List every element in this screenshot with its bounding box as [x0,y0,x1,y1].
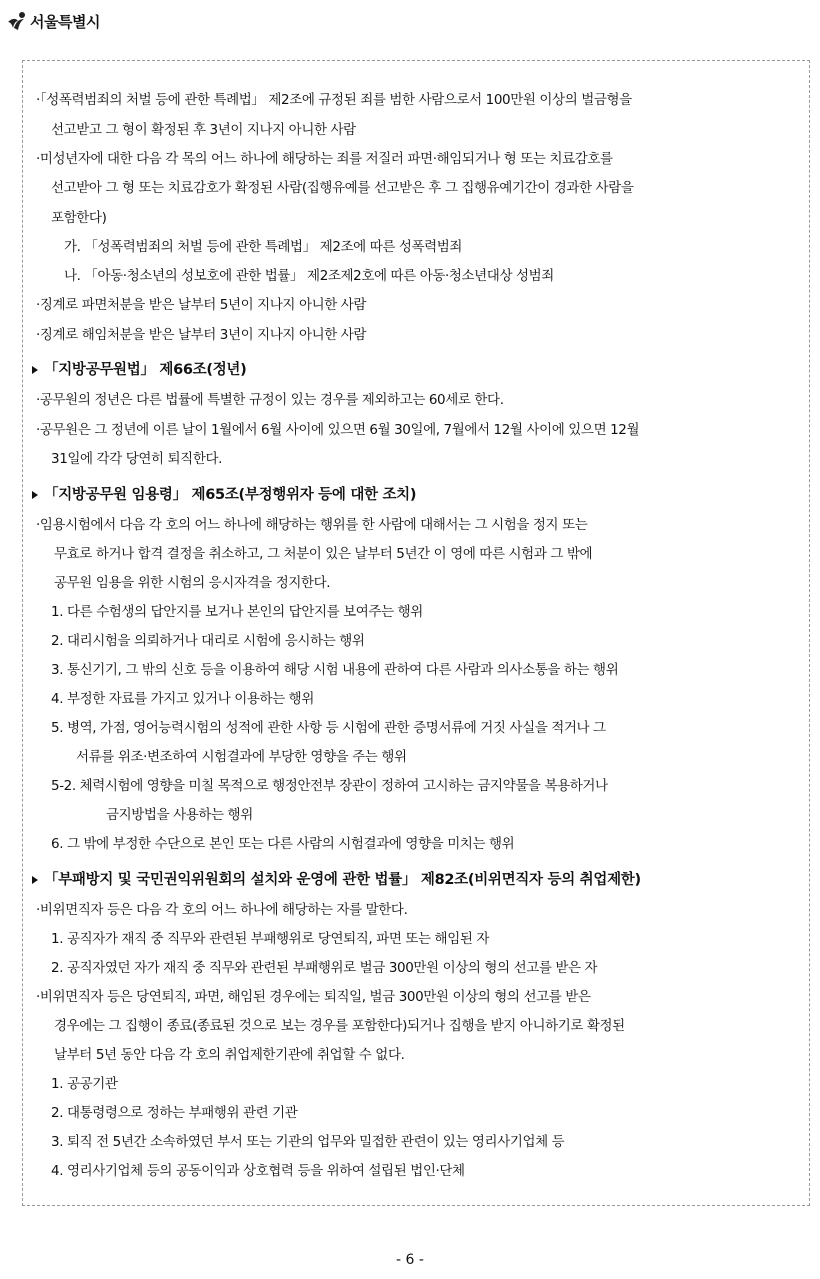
text-line: 선고받아 그 형 또는 치료감호가 확정된 사람(집행유예를 선고받은 후 그 집행유예기간이 경과한 사람을 [51,180,634,196]
text-line: ·공무원의 정년은 다른 법률에 특별한 규정이 있는 경우를 제외하고는 60세로 한다. [36,392,504,408]
text-line: 서류를 위조·변조하여 시험결과에 부당한 영향을 주는 행위 [76,749,407,765]
text-line: 1. 공공기관 [51,1076,118,1092]
section-heading: 「지방공무원법」 제66조(정년) [32,358,246,379]
text-line: 3. 통신기기, 그 밖의 신호 등을 이용하여 해당 시험 내용에 관하여 다른 사람과 의사소통을 하는 행위 [51,662,619,678]
section-heading: 「부패방지 및 국민권익위원회의 설치와 운영에 관한 법률」 제82조(비위면직자 등의 취업제한) [32,868,641,889]
text-line: 5. 병역, 가점, 영어능력시험의 성적에 관한 사항 등 시험에 관한 증명서류에 거짓 사실을 적거나 그 [51,720,606,736]
section-heading: 「지방공무원 임용령」 제65조(부정행위자 등에 대한 조치) [32,483,416,504]
text-line: ·비위면직자 등은 다음 각 호의 어느 하나에 해당하는 자를 말한다. [36,902,408,918]
header [6,6,100,36]
org-name: 서울특별시 [30,12,100,31]
text-line: 4. 영리사기업체 등의 공동이익과 상호협력 등을 위하여 설립된 법인·단체 [51,1163,465,1179]
text-line: ·징계로 파면처분을 받은 날부터 5년이 지나지 아니한 사람 [36,297,367,313]
text-line: 2. 대통령령으로 정하는 부패행위 관련 기관 [51,1105,298,1121]
text-line: 1. 다른 수험생의 답안지를 보거나 본인의 답안지를 보여주는 행위 [51,604,423,620]
text-line: 포함한다) [51,210,107,226]
text-line: 2. 공직자였던 자가 재직 중 직무와 관련된 부패행위로 벌금 300만원 이상의 형의 선고를 받은 자 [51,960,598,976]
text-line: 무효로 하거나 합격 결정을 취소하고, 그 처분이 있은 날부터 5년간 이 영에 따른 시험과 그 밖에 [54,546,593,562]
triangle-bullet-icon [32,491,38,499]
seoul-logo-icon [6,10,28,32]
text-line: 31일에 각각 당연히 퇴직한다. [51,451,222,467]
text-line: 경우에는 그 집행이 종료(종료된 것으로 보는 경우를 포함한다)되거나 집행을 받지 아니하기로 확정된 [54,1018,625,1034]
text-line: ·공무원은 그 정년에 이른 날이 1월에서 6월 사이에 있으면 6월 30일에, 7월에서 12월 사이에 있으면 12월 [36,422,640,438]
text-line: 날부터 5년 동안 다음 각 호의 취업제한기관에 취업할 수 없다. [54,1047,405,1063]
triangle-bullet-icon [32,876,38,884]
text-line: 4. 부정한 자료를 가지고 있거나 이용하는 행위 [51,691,314,707]
text-line: ·징계로 해임처분을 받은 날부터 3년이 지나지 아니한 사람 [36,327,367,343]
triangle-bullet-icon [32,366,38,374]
text-line: 6. 그 밖에 부정한 수단으로 본인 또는 다른 사람의 시험결과에 영향을 미치는 행위 [51,836,515,852]
text-line: 3. 퇴직 전 5년간 소속하였던 부서 또는 기관의 업무와 밀접한 관련이 있는 영리사기업체 등 [51,1134,565,1150]
text-line: ·비위면직자 등은 당연퇴직, 파면, 해임된 경우에는 퇴직일, 벌금 300만원 이상의 형의 선고를 받은 [36,989,591,1005]
page-number: - 6 - [396,1252,424,1268]
text-line: 나. 「아동·청소년의 성보호에 관한 법률」 제2조제2호에 따른 아동·청소년대상 성범죄 [64,268,554,284]
text-line: ·「성폭력범죄의 처벌 등에 관한 특례법」 제2조에 규정된 죄를 범한 사람으로서 100만원 이상의 벌금형을 [36,92,632,108]
text-line: 가. 「성폭력범죄의 처벌 등에 관한 특례법」 제2조에 따른 성폭력범죄 [64,239,463,255]
text-line: 선고받고 그 형이 확정된 후 3년이 지나지 아니한 사람 [51,122,356,138]
text-line: 2. 대리시험을 의뢰하거나 대리로 시험에 응시하는 행위 [51,633,365,649]
text-line: 5-2. 체력시험에 영향을 미칠 목적으로 행정안전부 장관이 정하여 고시하는 금지약물을 복용하거나 [51,778,608,794]
text-line: ·미성년자에 대한 다음 각 목의 어느 하나에 해당하는 죄를 저질러 파면·해임되거나 형 또는 치료감호를 [36,151,613,167]
text-line: 공무원 임용을 위한 시험의 응시자격을 정지한다. [54,575,331,591]
text-line: 1. 공직자가 재직 중 직무와 관련된 부패행위로 당연퇴직, 파면 또는 해임된 자 [51,931,490,947]
text-line: 금지방법을 사용하는 행위 [106,807,253,823]
text-line: ·임용시험에서 다음 각 호의 어느 하나에 해당하는 행위를 한 사람에 대해서는 그 시험을 정지 또는 [36,517,588,533]
